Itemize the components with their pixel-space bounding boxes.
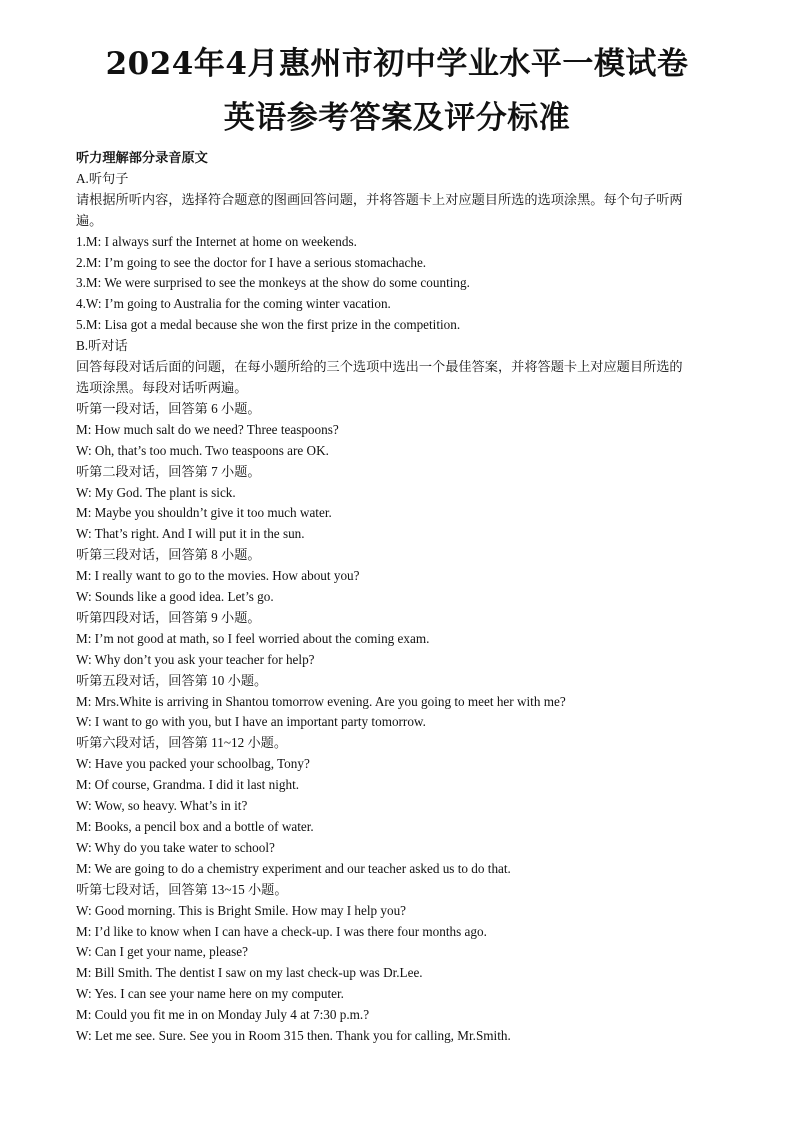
part-a-instructions: 请根据所听内容，选择符合题意的图画回答问题，并将答题卡上对应题目所选的选项涂黑。每个句子听两 xyxy=(76,191,683,207)
dialogue-prompt: 听第六段对话，回答第 11~12 小题。 xyxy=(76,735,288,751)
dialogue-line: W: Sounds like a good idea. Let’s go. xyxy=(76,589,274,605)
dialogue-line: M: How much salt do we need? Three teaspoons? xyxy=(76,421,339,437)
dialogue-line: W: Yes. I can see your name here on my computer. xyxy=(76,986,344,1002)
document-body xyxy=(76,148,726,1047)
part-b-heading: B.听对话 xyxy=(76,338,128,354)
part-b-instructions-cont: 选项涂黑。每段对话听两遍。 xyxy=(76,379,248,395)
dialogue-line: W: Can I get your name, please? xyxy=(76,944,248,960)
dialogue-prompt: 听第二段对话，回答第 7 小题。 xyxy=(76,463,261,479)
dialogue-line: M: I really want to go to the movies. How about you? xyxy=(76,568,360,584)
dialogue-line: M: Maybe you shouldn’t give it too much water. xyxy=(76,505,332,521)
dialogue-line: M: I’m not good at math, so I feel worried about the coming exam. xyxy=(76,630,430,646)
dialogue-line: W: Let me see. Sure. See you in Room 315 then. Thank you for calling, Mr.Smith. xyxy=(76,1028,511,1044)
dialogue-line: W: Good morning. This is Bright Smile. How may I help you? xyxy=(76,902,407,918)
dialogue-line: W: Have you packed your schoolbag, Tony? xyxy=(76,756,310,772)
dialogue-line: W: My God. The plant is sick. xyxy=(76,484,236,500)
dialogue-line: M: Could you fit me in on Monday July 4 at 7:30 p.m.? xyxy=(76,1007,370,1023)
dialogue-prompt: 听第三段对话，回答第 8 小题。 xyxy=(76,547,261,563)
dialogue-line: W: Why don’t you ask your teacher for help? xyxy=(76,651,315,667)
dialogue-line: W: Why do you take water to school? xyxy=(76,839,275,855)
dialogue-prompt: 听第七段对话，回答第 13~15 小题。 xyxy=(76,881,288,897)
dialogue-line: W: Oh, that’s too much. Two teaspoons are OK. xyxy=(76,442,329,458)
dialogue-line: W: That’s right. And I will put it in the sun. xyxy=(76,526,305,542)
dialogue-line: M: I’d like to know when I can have a check-up. I was there four months ago. xyxy=(76,923,487,939)
sentence-line: 5.M: Lisa got a medal because she won the first prize in the competition. xyxy=(76,317,461,333)
dialogue-line: M: Books, a pencil box and a bottle of water. xyxy=(76,819,314,834)
section-heading: 听力理解部分录音原文 xyxy=(76,150,208,165)
sentence-line: 1.M: I always surf the Internet at home on weekends. xyxy=(76,233,357,249)
dialogue-line: W: I want to go with you, but I have an important party tomorrow. xyxy=(76,714,426,730)
sentence-line: 3.M: We were surprised to see the monkeys at the show do some counting. xyxy=(76,275,470,291)
dialogue-line: W: Wow, so heavy. What’s in it? xyxy=(76,798,248,814)
sentence-line: 2.M: I’m going to see the doctor for I have a serious stomachache. xyxy=(76,254,427,270)
sentence-line: 4.W: I’m going to Australia for the coming winter vacation. xyxy=(76,296,391,312)
part-a-instructions-cont: 遍。 xyxy=(76,212,103,228)
dialogue-line: M: Bill Smith. The dentist I saw on my last check-up was Dr.Lee. xyxy=(76,965,423,981)
part-b-instructions: 回答每段对话后面的问题，在每小题所给的三个选项中选出一个最佳答案，并将答题卡上对应题目所选的 xyxy=(76,359,683,375)
document-title: 2024年4月惠州市初中学业水平一模试卷 xyxy=(105,46,689,82)
dialogue-line: M: Of course, Grandma. I did it last night. xyxy=(76,777,300,793)
part-a-heading: A.听句子 xyxy=(76,170,129,186)
dialogue-line: M: We are going to do a chemistry experiment and our teacher asked us to do that. xyxy=(76,860,511,876)
dialogue-prompt: 听第五段对话，回答第 10 小题。 xyxy=(76,672,268,688)
dialogue-line: M: Mrs.White is arriving in Shantou tomorrow evening. Are you going to meet her with me? xyxy=(76,693,566,709)
dialogue-prompt: 听第四段对话，回答第 9 小题。 xyxy=(76,609,261,625)
document-subtitle: 英语参考答案及评分标准 xyxy=(223,100,571,136)
dialogue-prompt: 听第一段对话，回答第 6 小题。 xyxy=(76,400,261,416)
